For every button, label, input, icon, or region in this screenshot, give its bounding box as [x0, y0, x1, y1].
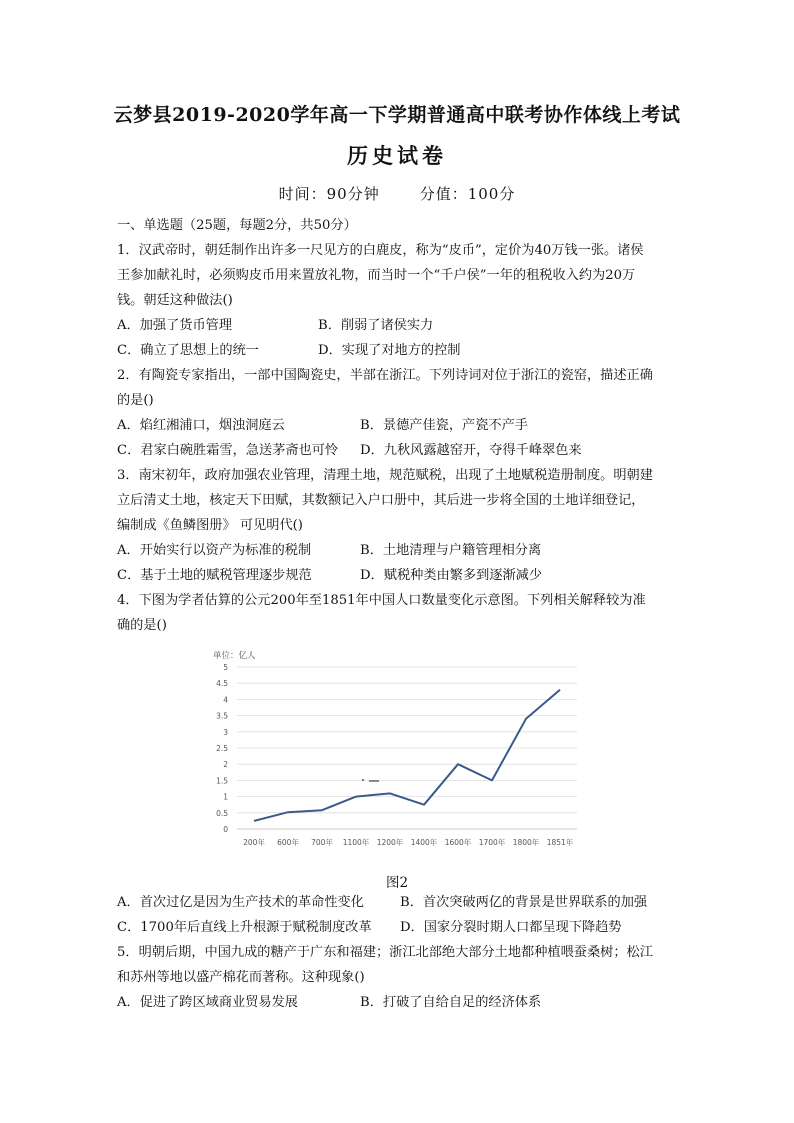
question-1-line-2: 王参加献礼时，必须购皮币用来置放礼物，而当时一个“千户侯”一年的租税收入约为20万 [117, 268, 636, 283]
question-1-option-d: D．实现了对地方的控制 [318, 343, 461, 358]
series-line-人口 [254, 690, 560, 821]
question-4-line-2: 确的是() [117, 618, 167, 633]
x-tick-label: 1600年 [444, 838, 472, 847]
y-tick-label: 1 [223, 792, 228, 802]
question-3-option-d: D．赋税种类由繁多到逐渐减少 [360, 568, 543, 583]
question-3-option-b: B．土地清理与户籍管理相分离 [360, 543, 542, 558]
question-2-option-b: B．景德产佳瓷，产瓷不产手 [360, 418, 528, 433]
question-5-line-2: 和苏州等地以盛产棉花而著称。这种现象() [117, 970, 365, 985]
y-tick-label: 0 [223, 825, 228, 834]
x-tick-label: 1200年 [376, 838, 404, 847]
question-2-option-d: D．九秋风露越窑开，夺得千峰翠色来 [360, 443, 582, 458]
exam-subtitle: 历史试卷 [347, 143, 447, 168]
question-2-option-c: C．君家白碗胜霜雪，急送茅斋也可怜 [117, 443, 339, 458]
exam-score: 分值：100分 [419, 185, 516, 203]
question-3-option-c: C．基于土地的赋税管理逐步规范 [117, 568, 312, 583]
x-tick-label: 1851年 [546, 838, 574, 847]
x-tick-label: 1400年 [410, 838, 438, 847]
question-2-option-a: A．焰红湘浦口，烟浊洞庭云 [117, 418, 285, 433]
y-tick-label: 1.5 [216, 776, 228, 786]
question-3-line-3: 编制成《鱼鳞图册》 可见明代() [117, 518, 303, 533]
question-1-line-3: 钱。朝廷这种做法() [117, 293, 233, 308]
y-tick-label: 4.5 [216, 679, 228, 689]
y-tick-label: 4 [223, 695, 228, 705]
question-4-option-a: A．首次过亿是因为生产技术的革命性变化 [117, 895, 364, 910]
section-heading: 一、单选题（25题，每题2分，共50分） [117, 218, 357, 233]
question-2-line-2: 的是() [117, 393, 154, 408]
question-1-option-b: B．削弱了诸侯实力 [318, 318, 434, 333]
y-tick-label: 3 [223, 727, 228, 737]
question-3-line-1: 3．南宋初年，政府加强农业管理，清理土地，规范赋税，出现了土地赋税造册制度。明朝建 [117, 468, 653, 483]
question-4-line-1: 4．下图为学者估算的公元200年至1851年中国人口数量变化示意图。下列相关解释较为准 [117, 593, 646, 608]
x-tick-label: 200年 [243, 838, 265, 847]
x-tick-label: 1800年 [512, 838, 540, 847]
x-tick-label: 600年 [277, 838, 299, 847]
y-tick-label: 5 [223, 663, 228, 672]
x-tick-label: 1700年 [478, 838, 506, 847]
question-4-option-b: B．首次突破两亿的背景是世界联系的加强 [400, 895, 648, 910]
y-tick-label: 3.5 [216, 711, 228, 721]
question-5-line-1: 5．明朝后期，中国九成的糖产于广东和福建；浙江北部绝大部分土地都种植喂蚕桑树；松江 [117, 945, 653, 960]
exam-time: 时间：90分钟 [278, 185, 380, 203]
question-4-option-d: D．国家分裂时期人口都呈现下降趋势 [400, 920, 622, 935]
y-tick-label: 0.5 [216, 808, 228, 818]
y-tick-label: 2 [223, 760, 228, 770]
population-line-chart [205, 645, 590, 855]
exam-title: 云梦县2019-2020学年高一下学期普通高中联考协作体线上考试 [113, 104, 681, 126]
figure-caption: 图2 [385, 875, 409, 891]
question-3-option-a: A．开始实行以资产为标准的税制 [117, 543, 312, 558]
question-2-line-1: 2．有陶瓷专家指出，一部中国陶瓷史，半部在浙江。下列诗词对位于浙江的瓷窑，描述正确 [117, 368, 653, 383]
x-tick-label: 700年 [311, 838, 333, 847]
y-tick-label: 2.5 [216, 744, 228, 753]
chart-unit-label: 单位：亿人 [213, 651, 256, 661]
question-1-line-1: 1．汉武帝时，朝廷制作出许多一尺见方的白鹿皮，称为“皮币”，定价为40万钱一张。诸侯 [117, 243, 644, 258]
exam-meta [0, 183, 794, 204]
question-1-option-c: C．确立了思想上的统一 [117, 343, 259, 358]
question-1-option-a: A．加强了货币管理 [117, 318, 233, 333]
x-tick-label: 1100年 [342, 838, 370, 847]
question-4-option-c: C．1700年后直线上升根源于赋税制度改革 [117, 920, 372, 935]
question-3-line-2: 立后清丈土地，核定天下田赋，其数额记入户口册中，其后进一步将全国的土地详细登记， [117, 493, 645, 508]
question-5-option-b: B．打破了自给自足的经济体系 [360, 995, 542, 1010]
question-5-option-a: A．促进了跨区域商业贸易发展 [117, 995, 298, 1010]
